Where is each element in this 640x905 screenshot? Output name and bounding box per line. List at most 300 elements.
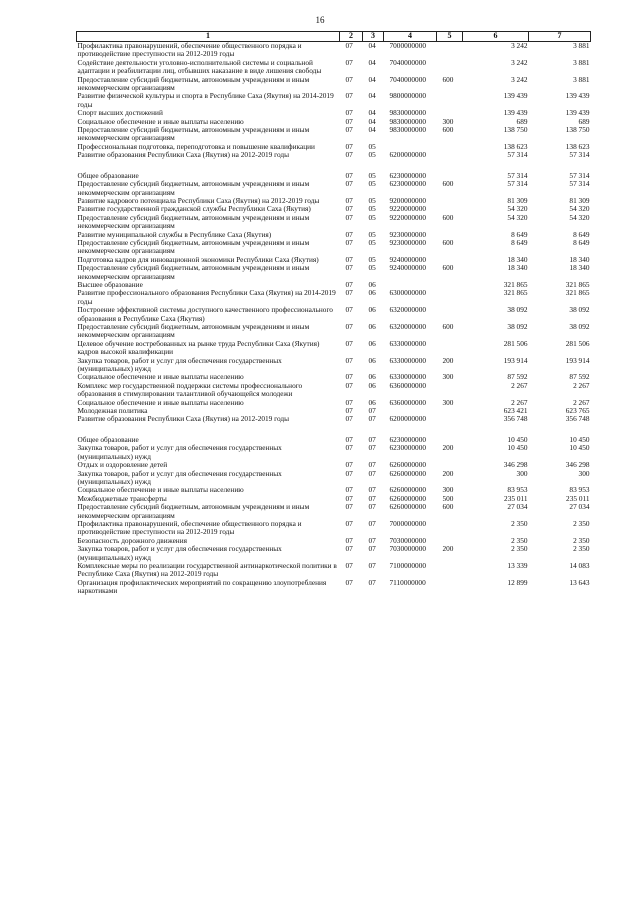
row-name: Молодежная политика [77,406,148,416]
amount-year-2: 138 750 [565,125,590,135]
expense-type-code: 600 [442,74,454,84]
target-code: 6360000000 [389,397,426,407]
expense-type-code [437,281,463,289]
table-row [77,306,591,323]
target-code: 9230000000 [389,237,426,247]
amount-year-2: 8 649 [573,237,590,247]
section-code: 07 [345,150,353,160]
target-code: 7000000000 [389,518,426,528]
subsection-code [363,160,384,172]
section-code: 07 [345,322,353,331]
expense-type-code: 300 [442,372,454,382]
section-code: 07 [345,406,353,416]
table-row [77,340,591,357]
amount-year-1 [463,160,529,172]
section-code: 07 [345,443,353,453]
subsection-code: 06 [368,355,376,365]
table-row [77,214,591,231]
subsection-code: 06 [368,380,376,390]
table-row [77,160,591,172]
target-code: 7030000000 [389,544,426,554]
target-code: 6260000000 [389,468,426,478]
row-name: Развитие образования Республики Саха (Якутия) на 2012-2019 годы [77,150,290,160]
amount-year-2: 235 011 [566,493,590,503]
table-row [77,545,591,562]
amount-year-2: 300 [578,468,590,478]
table-row [77,289,591,306]
expense-type-code [437,151,463,159]
section-code: 07 [345,263,353,273]
section-code: 07 [345,372,353,382]
expense-type-code: 300 [442,116,454,126]
amount-year-1: 235 011 [504,493,528,503]
amount-year-1: 346 298 [503,460,528,470]
amount-year-2: 2 350 [573,544,590,554]
target-code: 6360000000 [389,380,426,390]
table-row [77,323,591,340]
table-row [77,76,591,93]
amount-year-2: 57 314 [569,150,590,160]
section-code: 07 [345,237,353,247]
row-name: Развитие муниципальной службы в Республике Саха (Якутия) [77,229,272,239]
amount-year-2: 3 881 [573,74,590,84]
amount-year-1: 87 592 [507,372,528,382]
subsection-code: 07 [368,414,376,424]
row-name: Профилактика правонарушений, обеспечение общественного порядка и противодействие преступности на 2012-2019 годы [77,41,302,59]
subsection-code: 05 [368,212,376,222]
table-row [77,579,591,596]
amount-year-2: 57 314 [569,170,590,180]
target-code: 7040000000 [389,57,426,67]
row-name: Развитие государственной гражданской службы Республики Саха (Якутия) [77,204,311,214]
amount-year-2: 10 450 [569,434,590,444]
subsection-code: 07 [368,535,376,545]
amount-year-1: 139 439 [503,91,528,101]
amount-year-2: 10 450 [569,443,590,453]
amount-year-2: 139 439 [565,91,590,101]
section-code: 07 [345,108,353,118]
section-code: 07 [345,125,353,135]
expense-type-code: 600 [442,179,454,189]
row-name: Отдых и оздоровление детей [77,460,168,470]
amount-year-1: 356 748 [503,414,528,424]
amount-year-2: 138 623 [565,141,590,151]
amount-year-2: 14 083 [569,560,590,570]
amount-year-2: 38 092 [569,305,590,315]
row-name: Предоставление субсидий бюджетным, автономным учреждениям и иным некоммерческим организациям [77,179,310,197]
amount-year-1: 57 314 [507,170,528,180]
subsection-code: 06 [368,305,376,315]
expense-type-code [437,424,463,436]
amount-year-1: 38 092 [507,305,528,315]
subsection-code: 07 [368,544,376,554]
target-code [384,160,437,172]
row-name: Профессиональная подготовка, переподготовка и повышение квалификации [77,141,315,151]
amount-year-1: 689 [516,116,528,126]
row-name: Предоставление субсидий бюджетным, автономным учреждениям и иным некоммерческим организациям [77,237,310,256]
target-code: 6330000000 [389,372,426,382]
table-row [77,180,591,197]
subsection-code: 05 [368,195,376,205]
amount-year-1: 138 623 [503,141,528,151]
subsection-code: 05 [368,229,376,239]
row-name: Спорт высших достижений [77,108,163,118]
row-name: Целевое обучение востребованных на рынке труда Республики Саха (Якутия) кадров высокой квалификации [77,338,320,357]
subsection-code: 05 [368,204,376,214]
amount-year-1: 57 314 [507,179,528,189]
target-code: 9240000000 [389,263,426,273]
row-name [77,160,340,172]
target-code: 9830000000 [389,116,426,126]
target-code: 9830000000 [389,108,426,118]
section-code: 07 [345,434,353,444]
header-cell: 5 [437,32,463,42]
section-code: 07 [345,502,353,512]
target-code: 6260000000 [389,460,426,470]
target-code: 7110000000 [389,577,426,587]
amount-year-2: 3 881 [573,57,590,67]
amount-year-1: 57 314 [507,150,528,160]
table-row [77,503,591,520]
section-code: 07 [345,560,353,570]
expense-type-code: 300 [442,485,454,495]
amount-year-2: 346 298 [565,460,590,470]
target-code: 7100000000 [389,560,426,570]
amount-year-1: 10 450 [507,434,528,444]
section-code: 07 [345,518,353,528]
section-code: 07 [345,91,353,101]
amount-year-1: 138 750 [503,125,528,135]
section-code: 07 [345,338,353,348]
amount-year-1: 38 092 [507,322,528,331]
amount-year-1: 27 034 [507,502,528,512]
target-code: 9220000000 [389,212,426,222]
amount-year-2: 623 765 [565,406,590,416]
row-name: Подготовка кадров для инновационной экономики Республики Саха (Якутия) [77,254,319,264]
amount-year-1: 3 242 [511,57,528,67]
amount-year-2: 8 649 [573,229,590,239]
subsection-code: 04 [368,57,376,67]
amount-year-2: 81 309 [569,195,590,205]
subsection-code: 07 [368,468,376,478]
target-code: 6330000000 [389,355,426,365]
amount-year-1: 81 309 [507,195,528,205]
header-cell: 6 [463,32,529,42]
table-row [77,382,591,399]
expense-type-code: 600 [442,263,454,273]
amount-year-2: 3 881 [573,41,590,50]
expense-type-code [437,59,463,76]
section-code: 07 [345,279,353,289]
table-row [77,264,591,281]
section-code: 07 [345,116,353,126]
subsection-code: 06 [368,338,376,348]
table-row [77,92,591,109]
expense-type-code [437,306,463,323]
row-name: Социальное обеспечение и иные выплаты населению [77,485,244,495]
target-code: 6230000000 [389,443,426,453]
amount-year-1: 8 649 [511,229,528,239]
target-code: 6200000000 [389,414,426,424]
subsection-code: 04 [368,108,376,118]
table-row [77,470,591,487]
row-name: Предоставление субсидий бюджетным, автономным учреждениям и иным некоммерческим организациям [77,125,310,143]
amount-year-1: 3 242 [511,41,528,50]
target-code: 6320000000 [389,305,426,315]
row-name: Предоставление субсидий бюджетным, автономным учреждениям и иным некоммерческим организациям [77,502,310,520]
row-name: Построение эффективной системы доступного качественного профессионального образования в Республике Саха (Якутия) [77,305,333,323]
row-name: Предоставление субсидий бюджетным, автономным учреждениям и иным некоммерческим организациям [77,74,310,93]
amount-year-1: 10 450 [507,443,528,453]
row-name: Межбюджетные трансферты [77,493,167,503]
target-code: 9220000000 [389,204,426,214]
amount-year-2: 356 748 [565,414,590,424]
section-code: 07 [345,229,353,239]
row-name: Развитие образования Республики Саха (Якутия) на 2012-2019 годы [77,414,290,424]
header-cell: 3 [363,32,384,42]
target-code: 6230000000 [389,170,426,180]
expense-type-code [437,160,463,172]
target-code: 7030000000 [389,535,426,545]
section-code: 07 [345,544,353,554]
header-row [77,32,591,42]
amount-year-2 [529,160,591,172]
target-code: 6230000000 [389,434,426,444]
expense-type-code: 600 [442,237,454,247]
amount-year-1: 623 421 [503,406,528,416]
section-code: 07 [345,414,353,424]
row-name: Комплекс мер государственной поддержки системы профессионального образования в стимулировании талантливой обучающейся молодежи [77,380,303,399]
section-code: 07 [345,204,353,214]
amount-year-1: 193 914 [503,355,528,365]
subsection-code: 06 [368,322,376,331]
subsection-code: 05 [368,179,376,189]
section-code: 07 [345,468,353,478]
row-name: Развитие профессионального образования Республики Саха (Якутия) на 2014-2019 годы [77,288,336,306]
expense-type-code [437,407,463,415]
expense-type-code: 200 [442,544,454,554]
expense-type-code [437,340,463,357]
target-code: 6320000000 [389,322,426,331]
expense-type-code [437,92,463,109]
target-code: 9200000000 [389,195,426,205]
row-name: Общее образование [77,434,139,444]
expense-type-code: 300 [442,397,454,407]
row-name: Предоставление субсидий бюджетным, автономным учреждениям и иным некоммерческим организациям [77,263,310,281]
amount-year-1: 13 339 [507,560,528,570]
row-name: Безопасность дорожного движения [77,535,187,545]
amount-year-1: 18 340 [507,254,528,264]
amount-year-1: 321 865 [503,288,528,298]
subsection-code: 07 [368,560,376,570]
expense-type-code [437,415,463,423]
subsection-code: 04 [368,116,376,126]
page-number: 16 [315,15,325,25]
subsection-code: 07 [368,460,376,470]
expense-type-code [437,520,463,537]
row-name: Предоставление субсидий бюджетным, автономным учреждениям и иным некоммерческим организациям [77,212,310,231]
row-name: Предоставление субсидий бюджетным, автономным учреждениям и иным некоммерческим организациям [77,322,310,340]
header-cell: 1 [77,32,340,42]
amount-year-1: 300 [516,468,528,478]
target-code: 9230000000 [389,229,426,239]
section-code: 07 [345,212,353,222]
expense-type-code: 600 [442,212,454,222]
target-code: 6330000000 [389,338,426,348]
amount-year-2: 2 350 [573,518,590,528]
amount-year-1: 281 506 [503,338,528,348]
amount-year-1: 83 953 [507,485,528,495]
target-code: 7040000000 [389,74,426,84]
amount-year-2: 193 914 [565,355,590,365]
row-name: Социальное обеспечение и иные выплаты населению [77,372,244,382]
subsection-code: 07 [368,493,376,503]
row-name: Развитие физической культуры и спорта в Республике Саха (Якутия) на 2014-2019 годы [77,91,334,109]
expense-type-code: 200 [442,355,454,365]
row-name: Закупка товаров, работ и услуг для обеспечения государственных (муниципальных) нужд [77,468,282,486]
amount-year-1: 321 865 [503,279,528,289]
row-name: Комплексные меры по реализации государственной антинаркотической политики в Республике Саха (Якутия) на 2012-2019 годы [77,560,337,579]
subsection-code: 04 [368,41,376,50]
target-code: 6260000000 [389,502,426,512]
amount-year-2: 83 953 [569,485,590,495]
section-code: 07 [345,577,353,587]
subsection-code: 04 [368,125,376,135]
subsection-code: 06 [368,397,376,407]
amount-year-1: 2 267 [511,380,528,390]
amount-year-2: 38 092 [569,322,590,331]
header-cell: 7 [529,32,591,42]
section-code: 07 [345,535,353,545]
row-name: Закупка товаров, работ и услуг для обеспечения государственных (муниципальных) нужд [77,355,282,374]
subsection-code: 04 [368,91,376,101]
amount-year-2: 321 865 [565,288,590,298]
subsection-code: 06 [368,288,376,298]
amount-year-1: 2 267 [511,397,528,407]
amount-year-2: 18 340 [569,254,590,264]
table-row [77,444,591,461]
subsection-code: 06 [368,372,376,382]
row-name: Содействие деятельности уголовно-исполнительной системы и социальной адаптации и реабилитации лиц, отбывших наказание в виде лишения свободы [77,57,322,76]
amount-year-2: 2 267 [573,397,590,407]
subsection-code: 06 [368,279,376,289]
row-name: Высшее образование [77,279,143,289]
row-name: Закупка товаров, работ и услуг для обеспечения государственных (муниципальных) нужд [77,544,282,562]
table-row [77,415,591,423]
amount-year-2: 27 034 [569,502,590,512]
budget-table [76,31,591,596]
section-code: 07 [345,195,353,205]
expense-type-code: 600 [442,125,454,135]
subsection-code: 05 [368,170,376,180]
expense-type-code [437,579,463,596]
row-name: Развитие кадрового потенциала Республики Саха (Якутия) на 2012-2019 годы [77,195,320,205]
expense-type-code [437,197,463,205]
amount-year-1: 2 350 [511,535,528,545]
amount-year-1: 12 899 [507,577,528,587]
section-code: 07 [345,305,353,315]
amount-year-2: 54 320 [569,212,590,222]
subsection-code: 07 [368,518,376,528]
expense-type-code [437,143,463,151]
target-code: 6260000000 [389,485,426,495]
subsection-code: 07 [368,485,376,495]
subsection-code: 04 [368,74,376,84]
section-code: 07 [345,141,353,151]
expense-type-code: 200 [442,468,454,478]
amount-year-2: 2 350 [573,535,590,545]
subsection-code: 05 [368,263,376,273]
target-code: 9800000000 [389,91,426,101]
header-cell: 4 [384,32,437,42]
amount-year-2: 54 320 [569,204,590,214]
amount-year-2: 13 643 [569,577,590,587]
subsection-code: 05 [368,237,376,247]
subsection-code: 05 [368,141,376,151]
subsection-code: 05 [368,150,376,160]
section-code: 07 [345,485,353,495]
target-code: 9240000000 [389,254,426,264]
table-row [77,562,591,579]
section-code: 07 [345,460,353,470]
amount-year-1: 54 320 [507,204,528,214]
amount-year-2: 689 [578,116,590,126]
amount-year-2: 18 340 [569,263,590,273]
amount-year-2: 139 439 [565,108,590,118]
table-row [77,126,591,143]
row-name: Социальное обеспечение и иные выплаты населению [77,116,244,126]
row-name: Организация профилактических мероприятий по сокращению злоупотребления наркотиками [77,577,327,596]
section-code: 07 [345,493,353,503]
expense-type-code [437,42,463,59]
expense-type-code [437,562,463,579]
table-row [77,42,591,59]
amount-year-2: 281 506 [565,338,590,348]
section-code: 07 [345,355,353,365]
amount-year-2: 87 592 [569,372,590,382]
expense-type-code [437,382,463,399]
target-code: 6230000000 [389,179,426,189]
amount-year-2: 57 314 [569,179,590,189]
subsection-code: 07 [368,406,376,416]
amount-year-2: 321 865 [565,279,590,289]
row-name: Профилактика правонарушений, обеспечение общественного порядка и противодействие преступности на 2012-2019 годы [77,518,302,537]
table-row [77,357,591,374]
table-row [77,520,591,537]
expense-type-code: 600 [442,502,454,512]
amount-year-1: 8 649 [511,237,528,247]
section-code: 07 [345,170,353,180]
expense-type-code: 600 [442,322,454,331]
subsection-code: 07 [368,502,376,512]
amount-year-1: 3 242 [511,74,528,84]
section-code: 07 [345,57,353,67]
expense-type-code [437,289,463,306]
amount-year-1: 18 340 [507,263,528,273]
amount-year-1: 54 320 [507,212,528,222]
section-code: 07 [345,179,353,189]
section-code: 07 [345,254,353,264]
subsection-code: 05 [368,254,376,264]
amount-year-1: 2 350 [511,544,528,554]
header-cell: 2 [340,32,363,42]
section-code: 07 [345,380,353,390]
subsection-code: 07 [368,577,376,587]
target-code: 9830000000 [389,125,426,135]
table-row [77,239,591,256]
section-code: 07 [345,74,353,84]
row-name: Закупка товаров, работ и услуг для обеспечения государственных (муниципальных) нужд [77,443,282,461]
